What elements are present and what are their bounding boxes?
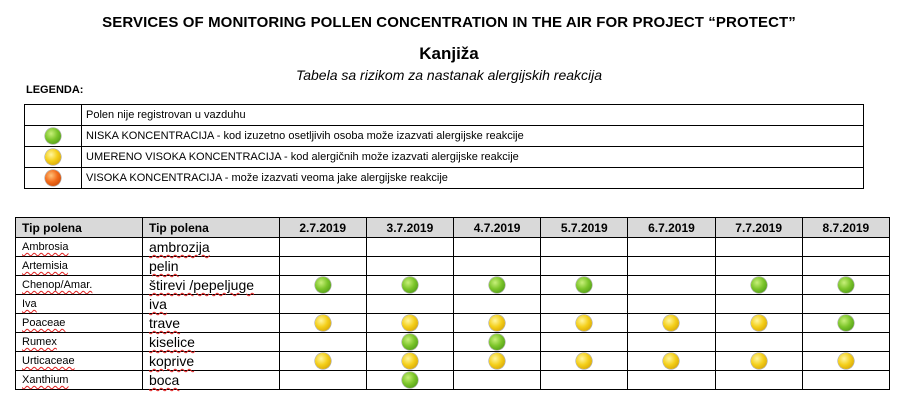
latin-name-cell — [16, 352, 143, 371]
column-header-date: 6.7.2019 — [628, 218, 715, 238]
yellow-dot-icon — [663, 315, 679, 331]
concentration-cell — [366, 257, 453, 276]
concentration-cell — [541, 257, 628, 276]
concentration-cell — [802, 333, 889, 352]
concentration-cell — [454, 295, 541, 314]
concentration-cell — [802, 295, 889, 314]
latin-name: Ambrosia — [22, 241, 69, 253]
local-name-cell — [142, 257, 279, 276]
table-row — [16, 314, 890, 333]
yellow-dot-icon — [576, 315, 592, 331]
yellow-dot-icon — [663, 353, 679, 369]
table-header-row — [16, 218, 890, 238]
concentration-cell — [366, 314, 453, 333]
green-dot-icon — [45, 128, 61, 144]
concentration-cell — [715, 276, 802, 295]
local-name: pelin — [148, 258, 179, 274]
yellow-dot-icon — [751, 315, 767, 331]
legend-text: Polen nije registrovan u vazduhu — [82, 105, 864, 126]
legend-text: VISOKA KONCENTRACIJA - može izazvati veoma jake alergijske reakcije — [82, 168, 864, 189]
concentration-cell — [628, 352, 715, 371]
legend-text: UMERENO VISOKA KONCENTRACIJA - kod alergičnih može izazvati alergijske reakcije — [82, 147, 864, 168]
legend-text: NISKA KONCENTRACIJA - kod izuzetno osetljivih osoba može izazvati alergijske reakcije — [82, 126, 864, 147]
latin-name: Artemisia — [22, 260, 68, 272]
concentration-cell — [715, 295, 802, 314]
concentration-cell — [628, 371, 715, 390]
green-dot-icon — [402, 372, 418, 388]
latin-name-cell — [16, 276, 143, 295]
concentration-cell — [715, 352, 802, 371]
latin-name-cell — [16, 257, 143, 276]
concentration-cell — [454, 352, 541, 371]
local-name-cell — [142, 295, 279, 314]
local-name: ambrozija — [148, 239, 210, 255]
green-dot-icon — [751, 277, 767, 293]
latin-name: Iva — [22, 298, 37, 310]
concentration-cell — [279, 314, 366, 333]
local-name: iva — [148, 296, 167, 312]
legend-row — [25, 105, 864, 126]
concentration-cell — [715, 371, 802, 390]
column-header-date: 8.7.2019 — [802, 218, 889, 238]
latin-name: Chenop/Amar. — [22, 279, 93, 291]
green-dot-icon — [576, 277, 592, 293]
local-name-cell — [142, 352, 279, 371]
latin-name-cell — [16, 238, 143, 257]
concentration-cell — [366, 276, 453, 295]
concentration-cell — [454, 257, 541, 276]
yellow-dot-icon — [838, 353, 854, 369]
concentration-cell — [541, 371, 628, 390]
green-dot-icon — [489, 277, 505, 293]
green-dot-icon — [838, 315, 854, 331]
green-dot-icon — [402, 334, 418, 350]
column-header-date: 4.7.2019 — [454, 218, 541, 238]
column-header-date: 2.7.2019 — [279, 218, 366, 238]
column-header-pollen-type: Tip polena — [16, 218, 143, 238]
column-header-date: 3.7.2019 — [366, 218, 453, 238]
green-dot-icon — [315, 277, 331, 293]
green-dot-icon — [489, 334, 505, 350]
table-row — [16, 352, 890, 371]
yellow-dot-icon — [489, 353, 505, 369]
orange-dot-icon — [45, 170, 61, 186]
concentration-cell — [366, 371, 453, 390]
concentration-cell — [628, 314, 715, 333]
column-header-date: 5.7.2019 — [541, 218, 628, 238]
table-row — [16, 295, 890, 314]
concentration-cell — [802, 371, 889, 390]
table-row — [16, 333, 890, 352]
yellow-dot-icon — [315, 315, 331, 331]
green-dot-icon — [402, 277, 418, 293]
concentration-cell — [802, 352, 889, 371]
table-row — [16, 257, 890, 276]
concentration-cell — [454, 371, 541, 390]
column-header-date: 7.7.2019 — [715, 218, 802, 238]
legend-table — [24, 104, 864, 189]
concentration-cell — [541, 276, 628, 295]
concentration-cell — [366, 352, 453, 371]
concentration-cell — [454, 314, 541, 333]
legend-symbol — [25, 147, 82, 168]
concentration-cell — [541, 352, 628, 371]
concentration-cell — [454, 238, 541, 257]
concentration-cell — [366, 238, 453, 257]
legend-row — [25, 147, 864, 168]
concentration-cell — [454, 276, 541, 295]
local-name-cell — [142, 371, 279, 390]
yellow-dot-icon — [751, 353, 767, 369]
yellow-dot-icon — [315, 353, 331, 369]
local-name: kiselice — [148, 334, 195, 350]
table-subtitle: Tabela sa rizikom za nastanak alergijskih reakcija — [295, 67, 603, 83]
latin-name-cell — [16, 333, 143, 352]
local-name: boca — [148, 372, 180, 388]
concentration-cell — [715, 257, 802, 276]
yellow-dot-icon — [402, 353, 418, 369]
local-name: trave — [148, 315, 181, 331]
concentration-cell — [541, 238, 628, 257]
local-name-cell — [142, 333, 279, 352]
concentration-cell — [279, 352, 366, 371]
local-name: štirevi /pepeljuge — [148, 277, 255, 293]
local-name-cell — [142, 276, 279, 295]
concentration-cell — [715, 238, 802, 257]
pollen-table — [15, 217, 890, 390]
concentration-cell — [715, 333, 802, 352]
local-name: koprive — [148, 353, 195, 369]
concentration-cell — [279, 257, 366, 276]
legend-symbol — [25, 168, 82, 189]
concentration-cell — [279, 333, 366, 352]
column-header-pollen-type: Tip polena — [142, 218, 279, 238]
green-dot-icon — [838, 277, 854, 293]
legend-row — [25, 168, 864, 189]
latin-name: Poaceae — [22, 317, 66, 329]
latin-name-cell — [16, 371, 143, 390]
concentration-cell — [628, 238, 715, 257]
legend-symbol — [25, 105, 82, 126]
city-name: Kanjiža — [419, 44, 479, 63]
concentration-cell — [279, 238, 366, 257]
concentration-cell — [366, 333, 453, 352]
concentration-cell — [802, 257, 889, 276]
concentration-cell — [628, 276, 715, 295]
concentration-cell — [366, 295, 453, 314]
legend-row — [25, 126, 864, 147]
legend-label: LEGENDA: — [26, 84, 84, 96]
concentration-cell — [802, 276, 889, 295]
concentration-cell — [802, 314, 889, 333]
table-row — [16, 238, 890, 257]
concentration-cell — [628, 257, 715, 276]
concentration-cell — [802, 238, 889, 257]
concentration-cell — [715, 314, 802, 333]
concentration-cell — [541, 333, 628, 352]
concentration-cell — [628, 295, 715, 314]
table-row — [16, 371, 890, 390]
yellow-dot-icon — [576, 353, 592, 369]
latin-name: Rumex — [22, 336, 57, 348]
concentration-cell — [628, 333, 715, 352]
latin-name-cell — [16, 295, 143, 314]
report-title: SERVICES OF MONITORING POLLEN CONCENTRATION IN THE AIR FOR PROJECT “PROTECT” — [102, 14, 796, 31]
latin-name-cell — [16, 314, 143, 333]
concentration-cell — [279, 276, 366, 295]
local-name-cell — [142, 238, 279, 257]
concentration-cell — [541, 314, 628, 333]
local-name-cell — [142, 314, 279, 333]
yellow-dot-icon — [45, 149, 61, 165]
concentration-cell — [541, 295, 628, 314]
legend-symbol — [25, 126, 82, 147]
yellow-dot-icon — [489, 315, 505, 331]
concentration-cell — [454, 333, 541, 352]
latin-name: Urticaceae — [22, 355, 75, 367]
yellow-dot-icon — [402, 315, 418, 331]
concentration-cell — [279, 295, 366, 314]
latin-name: Xanthium — [22, 374, 69, 386]
table-row — [16, 276, 890, 295]
concentration-cell — [279, 371, 366, 390]
